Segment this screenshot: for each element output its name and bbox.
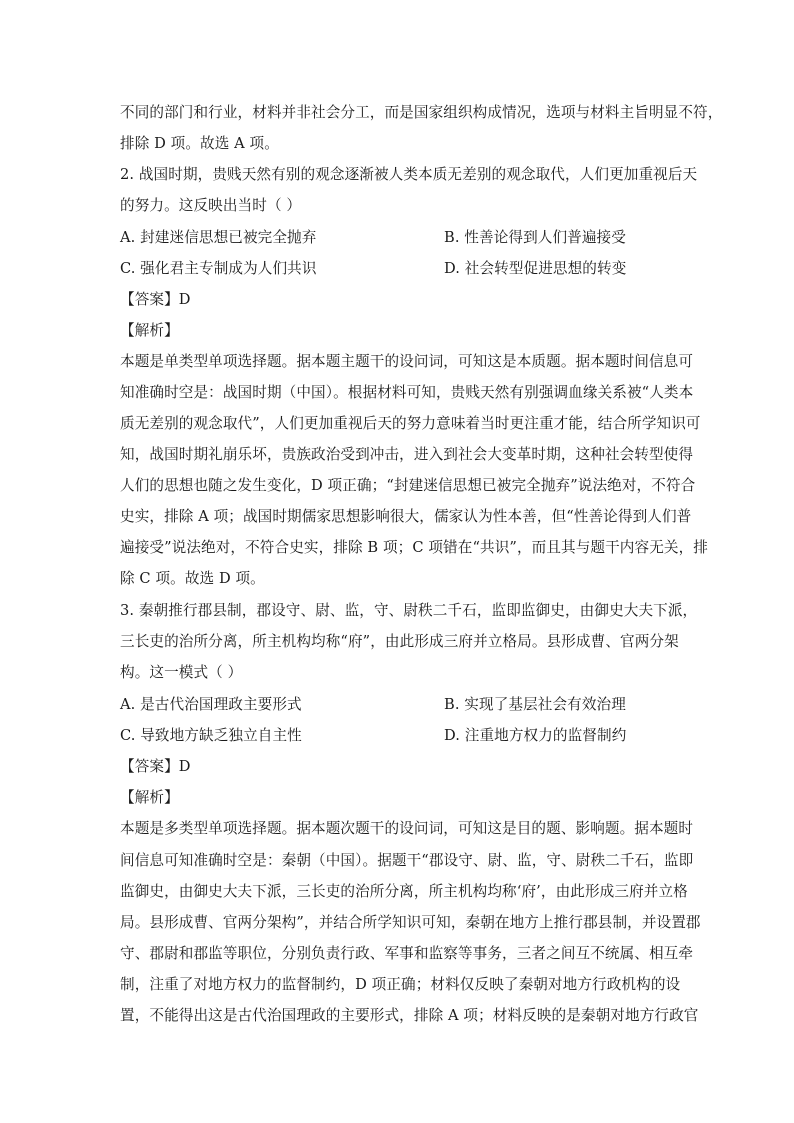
question-3-stem: 三长吏的治所分离，所主机构均称“府”，由此形成三府并立格局。县形成曹、官两分架	[120, 633, 679, 650]
analysis-text: 知，战国时期礼崩乐坏，贵族政治受到冲击，进入到社会大变革时期，这种社会转型使得	[120, 446, 694, 463]
analysis-text: 人们的思想也随之发生变化，D 项正确；“封建迷信思想已被完全抛弃”说法绝对，不符合	[120, 477, 696, 494]
analysis-text: 质无差别的观念取代”，人们更加重视后天的努力意味着当时更注重才能，结合所学知识可	[120, 415, 701, 432]
question-2-stem: 的努力。这反映出当时（ ）	[120, 197, 302, 214]
analysis-text: 守、郡尉和郡监等职位，分别负责行政、军事和监察等事务，三者之间互不统属、相互牵	[120, 945, 694, 962]
q2-option-c: C. 强化君主专制成为人们共识	[120, 260, 317, 277]
analysis-text: 史实，排除 A 项；战国时期儒家思想影响很大，儒家认为性本善，但“性善论得到人们普	[120, 508, 692, 525]
q3-option-b: B. 实现了基层社会有效治理	[444, 696, 626, 713]
analysis-text: 本题是单类型单项选择题。据本题主题干的设问词，可知这是本质题。据本题时间信息可	[120, 353, 694, 370]
analysis-text: 除 C 项。故选 D 项。	[120, 570, 265, 587]
analysis-text: 局。县形成曹、官两分架构”，并结合所学知识可知，秦朝在地方上推行郡县制，并设置郡	[120, 914, 701, 931]
analysis-text: 置，不能得出这是古代治国理政的主要形式，排除 A 项；材料反映的是秦朝对地方行政官	[120, 1007, 699, 1024]
q2-option-d: D. 社会转型促进思想的转变	[444, 260, 627, 277]
analysis-label: 【解析】	[120, 322, 179, 339]
question-3-stem: 3. 秦朝推行郡县制，郡设守、尉、监，守、尉秩二千石，监即监御史，由御史大夫下派，	[120, 602, 698, 619]
analysis-text: 间信息可知准确时空是：秦朝（中国）。据题干“郡设守、尉、监，守、尉秩二千石，监即	[120, 852, 694, 869]
text-line: 不同的部门和行业，材料并非社会分工，而是国家组织构成情况，选项与材料主旨明显不符，	[120, 104, 723, 121]
analysis-text: 遍接受”说法绝对，不符合史实，排除 B 项；C 项错在“共识”，而且其与题干内容无关，排	[120, 539, 708, 556]
q2-option-a: A. 封建迷信思想已被完全抛弃	[120, 229, 317, 246]
q2-option-b: B. 性善论得到人们普遍接受	[444, 229, 626, 246]
question-2-stem: 2. 战国时期，贵贱天然有别的观念逐渐被人类本质无差别的观念取代，人们更加重视后天	[120, 166, 698, 183]
answer-label: 【答案】D	[120, 758, 191, 775]
analysis-text: 监御史，由御史大夫下派，三长吏的治所分离，所主机构均称‘府’，由此形成三府并立格	[120, 883, 688, 900]
q3-option-a: A. 是古代治国理政主要形式	[120, 696, 302, 713]
answer-label: 【答案】D	[120, 291, 191, 308]
q3-option-d: D. 注重地方权力的监督制约	[444, 727, 627, 744]
analysis-label: 【解析】	[120, 789, 179, 806]
q3-option-c: C. 导致地方缺乏独立自主性	[120, 727, 302, 744]
analysis-text: 知准确时空是：战国时期（中国）。根据材料可知，贵贱天然有别强调血缘关系被“人类本	[120, 384, 694, 401]
question-3-stem: 构。这一模式（ ）	[120, 664, 243, 681]
analysis-text: 本题是多类型单项选择题。据本题次题干的设问词，可知这是目的题、影响题。据本题时	[120, 820, 694, 837]
text-line: 排除 D 项。故选 A 项。	[120, 135, 279, 152]
analysis-text: 制，注重了对地方权力的监督制约，D 项正确；材料仅反映了秦朝对地方行政机构的设	[120, 976, 681, 993]
